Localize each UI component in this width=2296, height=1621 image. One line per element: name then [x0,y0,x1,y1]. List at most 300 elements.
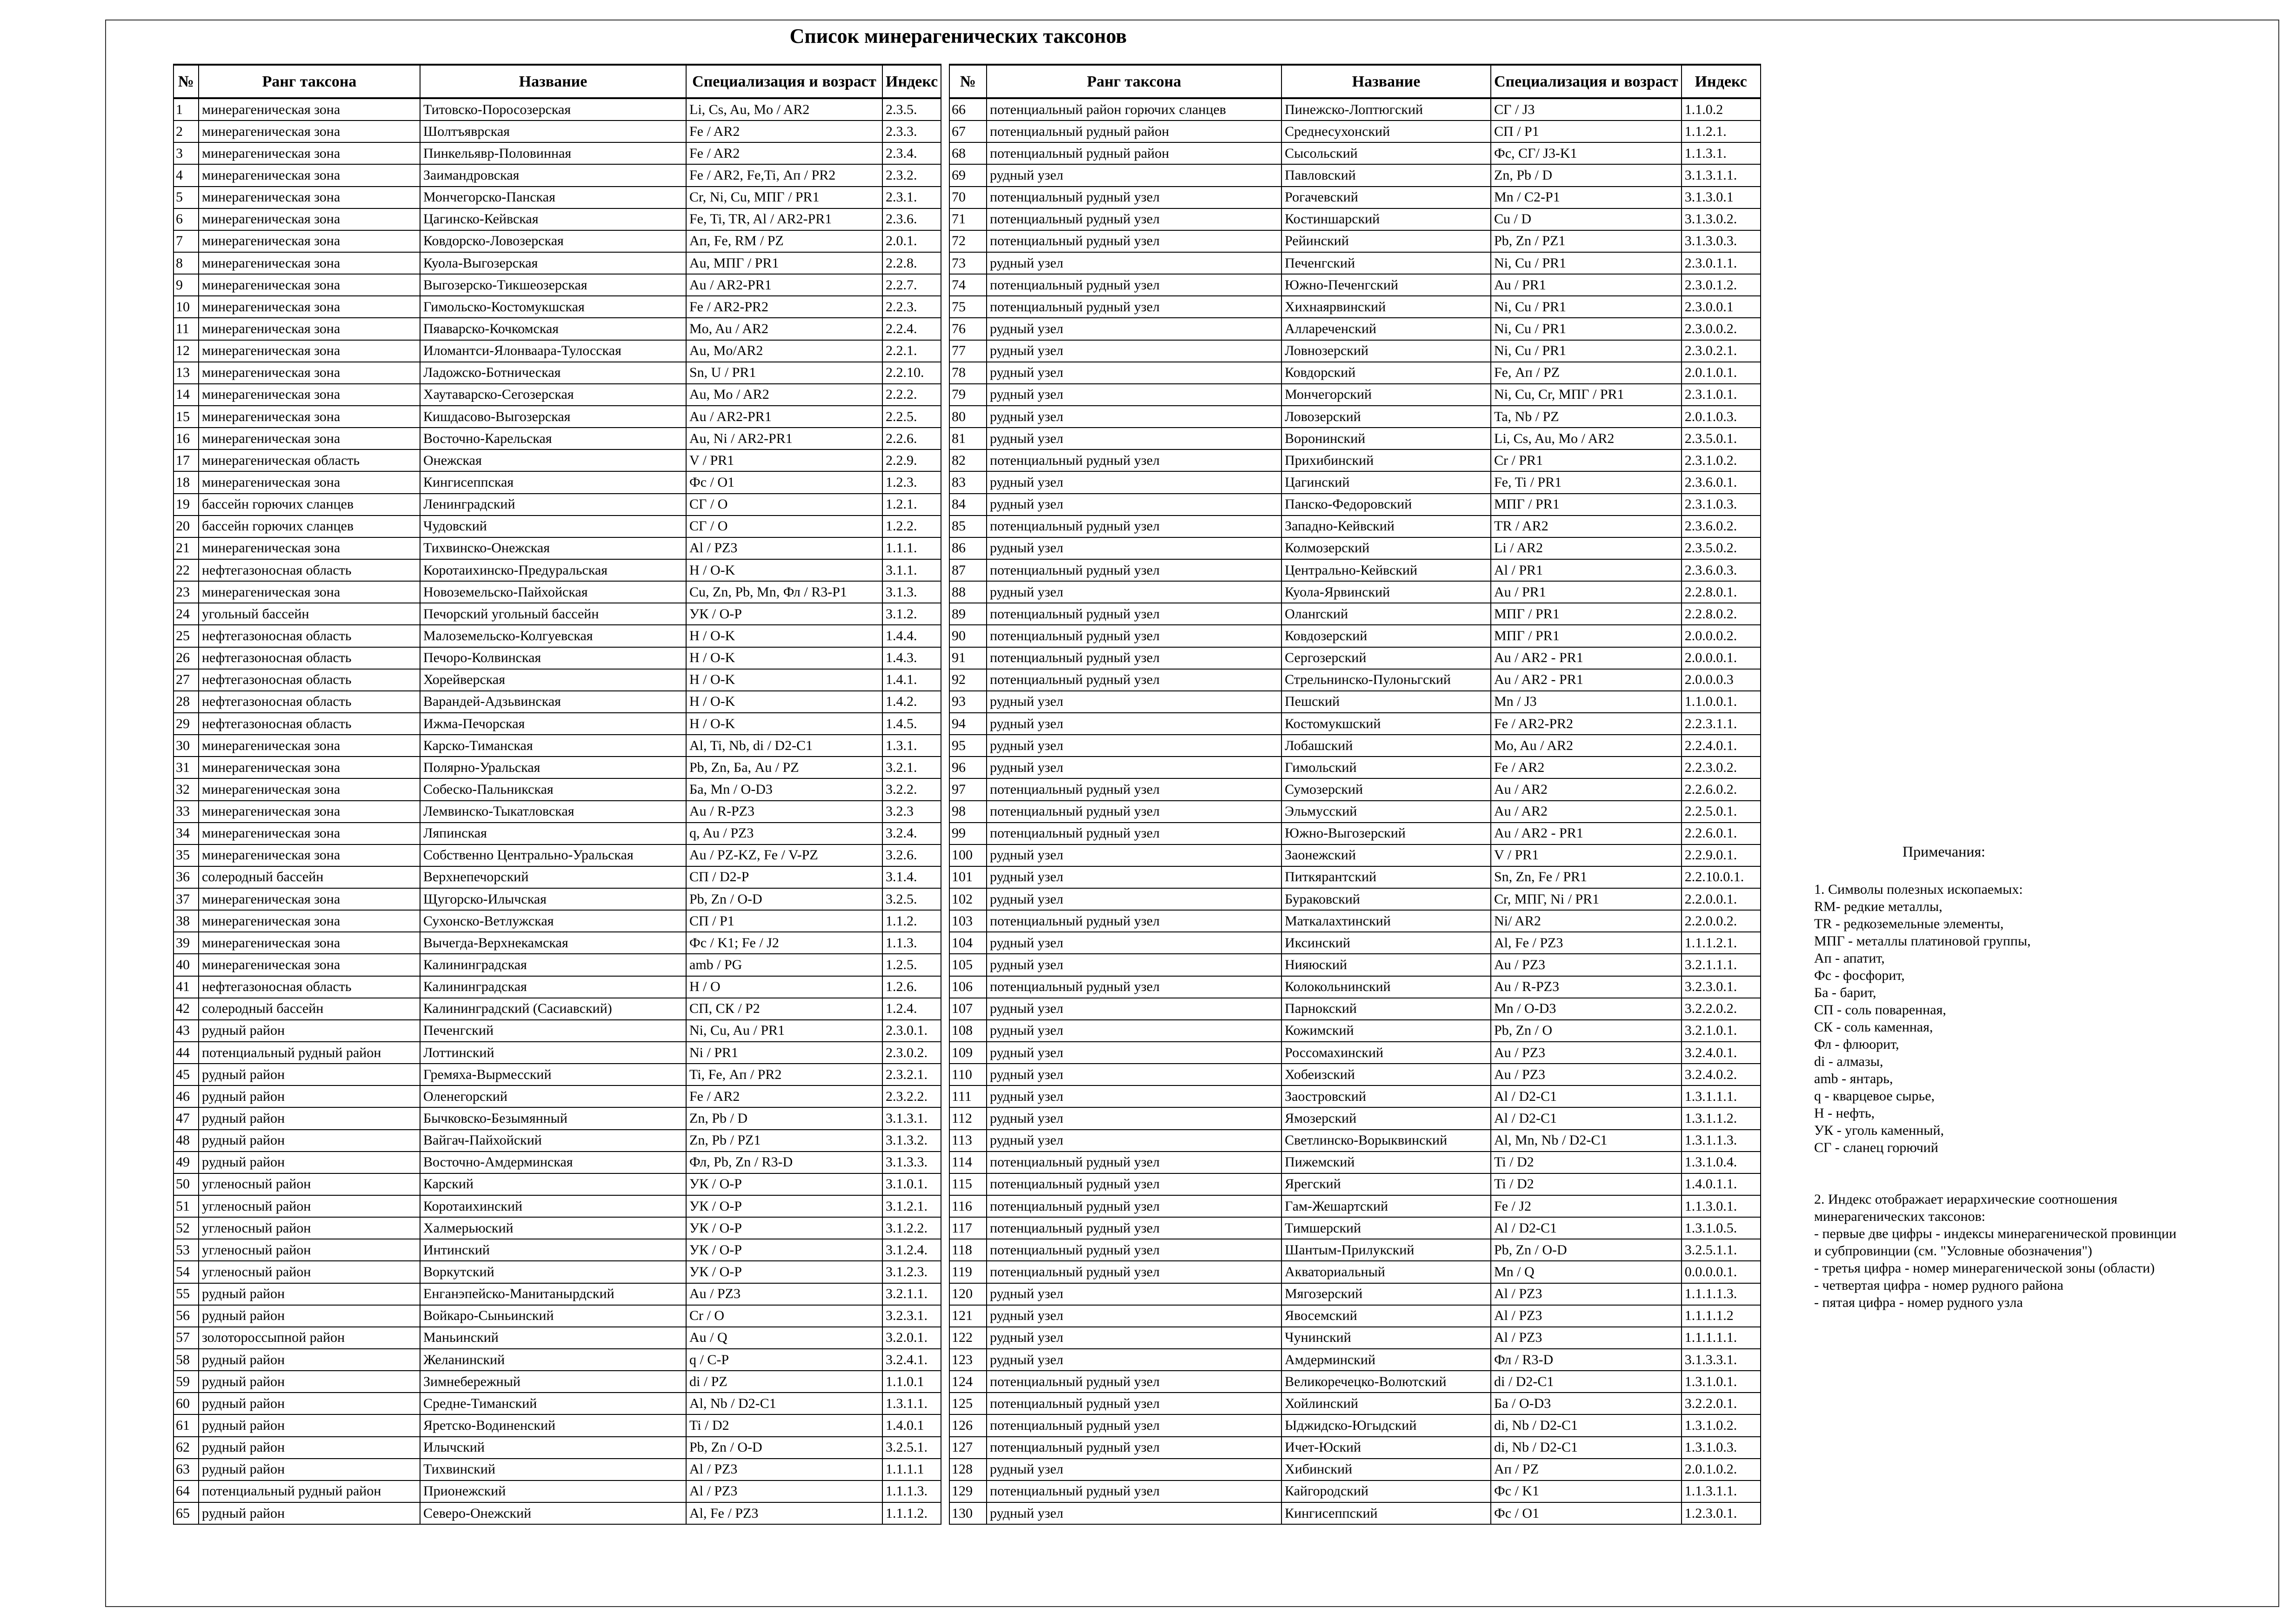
table-row [949,1130,1761,1152]
cell-spec: Pb, Zn / PZ1 [1491,230,1682,252]
cell-num: 117 [949,1217,987,1239]
cell-name: Нияюский [1281,954,1491,976]
cell-rank: потенциальный рудный узел [987,208,1281,230]
cell-spec: Au / AR2-PR1 [686,274,882,296]
cell-rank: потенциальный рудный район [987,121,1281,142]
cell-index: 1.3.1.1.2. [1682,1107,1761,1129]
cell-spec: Al / PZ3 [1491,1327,1682,1349]
cell-rank: потенциальный рудный узел [987,976,1281,998]
cell-num: 84 [949,494,987,516]
cell-index: 2.2.7. [882,274,941,296]
cell-name: Ловозерский [1281,406,1491,428]
table-row [174,647,941,669]
notes-symbols-section [1814,881,2176,1156]
cell-rank: солеродный бассейн [199,866,420,888]
cell-name: Пинежско-Лоптюгский [1281,98,1491,121]
cell-name: Ярегский [1281,1173,1491,1195]
table-row [949,208,1761,230]
cell-index: 2.0.0.0.3 [1682,669,1761,691]
table-row [174,603,941,625]
table-row [174,1085,941,1107]
cell-name: Халмерьюский [420,1217,686,1239]
cell-rank: нефтегазоносная область [199,559,420,581]
cell-rank: потенциальный рудный узел [987,1371,1281,1393]
cell-name: Хаутаварско-Сегозерская [420,384,686,406]
cell-spec: Mn / J3 [1491,691,1682,713]
cell-name: Карско-Тиманская [420,735,686,757]
note-line: Ап - апатит, [1814,951,1885,966]
col-header-spec: Специализация и возраст [686,65,882,98]
cell-spec: Mo, Au / AR2 [686,318,882,340]
cell-num: 34 [174,823,199,844]
cell-index: 3.2.2.0.2. [1682,998,1761,1020]
table-row [174,1480,941,1502]
cell-num: 46 [174,1085,199,1107]
cell-num: 66 [949,98,987,121]
cell-num: 75 [949,296,987,318]
table-row [949,274,1761,296]
cell-spec: Al / PZ3 [686,1459,882,1480]
cell-index: 3.1.2.2. [882,1217,941,1239]
cell-rank: бассейн горючих сланцев [199,494,420,516]
table-row [949,1327,1761,1349]
cell-num: 82 [949,449,987,471]
cell-spec: Zn, Pb / D [1491,164,1682,186]
cell-name: Калининградский (Сасиавский) [420,998,686,1020]
cell-name: Светлинско-Ворыквинский [1281,1130,1491,1152]
cell-index: 3.2.4.0.2. [1682,1064,1761,1085]
cell-num: 97 [949,778,987,800]
table-row [174,1195,941,1217]
cell-index: 2.2.8. [882,252,941,274]
cell-rank: рудный район [199,1349,420,1371]
cell-name: Ичет-Юский [1281,1437,1491,1459]
note-line: Фл - флюорит, [1814,1037,1899,1052]
cell-name: Тимшерский [1281,1217,1491,1239]
cell-name: Рогачевский [1281,187,1491,208]
cell-spec: V / PR1 [686,449,882,471]
cell-rank: потенциальный рудный узел [987,187,1281,208]
table-row [174,406,941,428]
cell-spec: Fe / AR2 [686,121,882,142]
cell-spec: V / PR1 [1491,844,1682,866]
cell-name: Желанинский [420,1349,686,1371]
cell-name: Южно-Печенгский [1281,274,1491,296]
cell-spec: Au / PZ3 [1491,1042,1682,1064]
cell-spec: Al, Fe / PZ3 [686,1502,882,1524]
table-row [174,121,941,142]
cell-spec: Cu, Zn, Pb, Mn, Фл / R3-P1 [686,581,882,603]
cell-name: Пинкельявр-Половинная [420,142,686,164]
cell-name: Щугорско-Илычская [420,888,686,910]
cell-index: 2.2.6.0.1. [1682,823,1761,844]
cell-spec: СП, СК / P2 [686,998,882,1020]
cell-rank: рудный район [199,1393,420,1414]
cell-spec: СП / P1 [1491,121,1682,142]
cell-spec: Cu / D [1491,208,1682,230]
cell-spec: Fe / AR2 [686,142,882,164]
table-row [174,910,941,932]
cell-name: Хибинский [1281,1459,1491,1480]
cell-rank: минерагеническая зона [199,318,420,340]
table-row [949,1305,1761,1327]
cell-index: 2.0.0.0.2. [1682,625,1761,647]
cell-num: 91 [949,647,987,669]
cell-index: 2.0.0.0.1. [1682,647,1761,669]
cell-name: Гремяха-Вырмесский [420,1064,686,1085]
cell-spec: Cr, МПГ, Ni / PR1 [1491,888,1682,910]
cell-spec: Al / D2-C1 [1491,1085,1682,1107]
table-row [949,669,1761,691]
cell-index: 2.3.6.0.2. [1682,516,1761,537]
cell-name: Питкярантский [1281,866,1491,888]
cell-index: 1.2.1. [882,494,941,516]
cell-rank: золотороссыпной район [199,1327,420,1349]
cell-rank: рудный узел [987,1064,1281,1085]
cell-index: 3.1.2.3. [882,1261,941,1283]
cell-index: 1.2.3. [882,471,941,493]
cell-num: 103 [949,910,987,932]
cell-num: 47 [174,1107,199,1129]
table-row [174,1020,941,1042]
cell-rank: потенциальный рудный узел [987,778,1281,800]
cell-rank: минерагеническая зона [199,142,420,164]
cell-num: 41 [174,976,199,998]
cell-spec: Zn, Pb / D [686,1107,882,1129]
cell-num: 27 [174,669,199,691]
cell-index: 2.3.6.0.1. [1682,471,1761,493]
table-row [174,778,941,800]
note-line: МПГ - металлы платиновой группы, [1814,933,2031,949]
cell-rank: нефтегазоносная область [199,713,420,735]
cell-index: 1.1.2. [882,910,941,932]
cell-spec: Н / O-K [686,647,882,669]
cell-rank: минерагеническая зона [199,428,420,449]
cell-index: 2.2.9.0.1. [1682,844,1761,866]
cell-name: Сухонско-Ветлужская [420,910,686,932]
cell-name: Бычковско-Безымянный [420,1107,686,1129]
table-row [949,691,1761,713]
cell-rank: минерагеническая зона [199,274,420,296]
cell-name: Кингисеппский [1281,1502,1491,1524]
cell-index: 3.1.3.3. [882,1152,941,1173]
cell-num: 63 [174,1459,199,1480]
cell-spec: МПГ / PR1 [1491,625,1682,647]
cell-rank: нефтегазоносная область [199,976,420,998]
cell-spec: Ni / PR1 [686,1042,882,1064]
cell-name: Тихвинский [420,1459,686,1480]
cell-index: 1.3.1.1.3. [1682,1130,1761,1152]
cell-rank: угленосный район [199,1195,420,1217]
table-row [949,1195,1761,1217]
cell-num: 61 [174,1414,199,1436]
cell-spec: Al, Ti, Nb, di / D2-C1 [686,735,882,757]
cell-num: 119 [949,1261,987,1283]
table-row [949,471,1761,493]
cell-spec: Cr, Ni, Cu, МПГ / PR1 [686,187,882,208]
cell-spec: Ti / D2 [1491,1152,1682,1173]
cell-index: 1.4.3. [882,647,941,669]
cell-num: 83 [949,471,987,493]
cell-index: 2.3.4. [882,142,941,164]
cell-num: 1 [174,98,199,121]
cell-spec: Н / O-K [686,625,882,647]
table-row [949,340,1761,362]
cell-num: 115 [949,1173,987,1195]
taxa-table-left [173,64,941,1525]
table-row [949,187,1761,208]
cell-name: Иксинский [1281,932,1491,954]
cell-spec: МПГ / PR1 [1491,603,1682,625]
cell-spec: Fe / AR2, Fe,Ti, Ап / PR2 [686,164,882,186]
cell-rank: потенциальный рудный узел [987,1437,1281,1459]
cell-index: 3.2.1.1. [882,1283,941,1305]
table-row [949,1480,1761,1502]
table-row [174,142,941,164]
table-row [174,1414,941,1436]
cell-rank: потенциальный рудный узел [987,1195,1281,1217]
cell-name: Южно-Выгозерский [1281,823,1491,844]
cell-spec: Pb, Zn / O-D [686,1437,882,1459]
cell-name: Интинский [420,1239,686,1261]
cell-rank: бассейн горючих сланцев [199,516,420,537]
cell-name: Лемвинско-Тыкатловская [420,801,686,823]
cell-spec: Au / PZ3 [686,1283,882,1305]
cell-num: 51 [174,1195,199,1217]
cell-rank: потенциальный рудный узел [987,603,1281,625]
cell-spec: Sn, Zn, Fe / PR1 [1491,866,1682,888]
cell-name: Явосемский [1281,1305,1491,1327]
table-row [949,1085,1761,1107]
cell-name: Титовско-Поросозерская [420,98,686,121]
cell-num: 72 [949,230,987,252]
cell-index: 1.1.1.2.1. [1682,932,1761,954]
cell-index: 1.3.1.0.5. [1682,1217,1761,1239]
cell-name: Собеско-Пальникская [420,778,686,800]
cell-num: 18 [174,471,199,493]
cell-index: 1.2.4. [882,998,941,1020]
cell-index: 1.3.1.0.1. [1682,1371,1761,1393]
cell-num: 108 [949,1020,987,1042]
table-row [174,1261,941,1283]
table-row [949,428,1761,449]
table-row [949,252,1761,274]
cell-spec: Au / AR2 - PR1 [1491,669,1682,691]
col-header-rank: Ранг таксона [199,65,420,98]
table-row [174,735,941,757]
cell-name: Заимандровская [420,164,686,186]
note-line: - четвертая цифра - номер рудного района [1814,1278,2063,1293]
cell-rank: рудный узел [987,1107,1281,1129]
cell-name: Ямозерский [1281,1107,1491,1129]
cell-spec: Ni, Cu / PR1 [1491,296,1682,318]
cell-name: Россомахинский [1281,1042,1491,1064]
cell-num: 40 [174,954,199,976]
cell-rank: рудный узел [987,537,1281,559]
cell-num: 126 [949,1414,987,1436]
table-row [949,713,1761,735]
cell-name: Мончегорский [1281,384,1491,406]
cell-index: 3.2.4.1. [882,1349,941,1371]
cell-rank: рудный узел [987,1459,1281,1480]
table-row [174,318,941,340]
cell-spec: Н / O-K [686,669,882,691]
cell-index: 2.2.4.0.1. [1682,735,1761,757]
table-row [949,494,1761,516]
note-line: amb - янтарь, [1814,1071,1893,1086]
cell-rank: угленосный район [199,1261,420,1283]
cell-spec: Pb, Zn / O [1491,1020,1682,1042]
cell-name: Хихнаярвинский [1281,296,1491,318]
cell-index: 1.1.0.2 [1682,98,1761,121]
cell-rank: рудный район [199,1371,420,1393]
cell-index: 2.2.0.0.2. [1682,910,1761,932]
cell-name: Собственно Центрально-Уральская [420,844,686,866]
cell-num: 43 [174,1020,199,1042]
cell-spec: УК / O-P [686,1261,882,1283]
cell-name: Прихибинский [1281,449,1491,471]
cell-rank: минерагеническая зона [199,844,420,866]
cell-num: 15 [174,406,199,428]
cell-num: 64 [174,1480,199,1502]
cell-name: Колмозерский [1281,537,1491,559]
cell-spec: СП / P1 [686,910,882,932]
table-row [174,1459,941,1480]
table-row [949,1217,1761,1239]
cell-name: Енганэпейско-Манитанырдский [420,1283,686,1305]
note-line: TR - редкоземельные элементы, [1814,916,2004,931]
cell-name: Иломантси-Ялонваара-Тулосская [420,340,686,362]
cell-spec: Cr / O [686,1305,882,1327]
table-row [174,164,941,186]
cell-spec: Fe / AR2-PR2 [686,296,882,318]
cell-name: Калининградская [420,954,686,976]
cell-index: 1.1.3.1. [1682,142,1761,164]
table-row [949,406,1761,428]
cell-spec: Au, Mo / AR2 [686,384,882,406]
cell-num: 86 [949,537,987,559]
cell-num: 122 [949,1327,987,1349]
cell-rank: рудный район [199,1502,420,1524]
cell-spec: Н / O-K [686,713,882,735]
table-row [174,757,941,778]
cell-spec: Al, Nb / D2-C1 [686,1393,882,1414]
cell-num: 54 [174,1261,199,1283]
cell-rank: минерагеническая область [199,449,420,471]
cell-rank: потенциальный рудный узел [987,1217,1281,1239]
cell-name: Заонежский [1281,844,1491,866]
cell-index: 3.2.1. [882,757,941,778]
cell-spec: amb / PG [686,954,882,976]
cell-num: 60 [174,1393,199,1414]
cell-name: Чунинский [1281,1327,1491,1349]
cell-num: 110 [949,1064,987,1085]
note-line: Н - нефть, [1814,1105,1875,1121]
cell-index: 2.3.1. [882,187,941,208]
cell-spec: Au / PZ3 [1491,1064,1682,1085]
note-line: RM- редкие металлы, [1814,899,1942,914]
cell-name: Средне-Тиманский [420,1393,686,1414]
cell-num: 26 [174,647,199,669]
cell-num: 88 [949,581,987,603]
cell-name: Ленинградский [420,494,686,516]
cell-spec: Pb, Zn, Ба, Au / PZ [686,757,882,778]
table-row [174,669,941,691]
table-row [949,1152,1761,1173]
cell-num: 113 [949,1130,987,1152]
cell-spec: Fe, Ti / PR1 [1491,471,1682,493]
cell-rank: потенциальный рудный узел [987,1393,1281,1414]
cell-rank: рудный район [199,1064,420,1085]
cell-num: 58 [174,1349,199,1371]
cell-spec: Zn, Pb / PZ1 [686,1130,882,1152]
cell-rank: потенциальный рудный узел [987,801,1281,823]
cell-spec: СП / D2-P [686,866,882,888]
cell-rank: потенциальный рудный узел [987,1480,1281,1502]
cell-rank: рудный узел [987,1020,1281,1042]
cell-spec: Cr / PR1 [1491,449,1682,471]
cell-index: 3.2.2. [882,778,941,800]
cell-num: 22 [174,559,199,581]
cell-name: Гам-Жешартский [1281,1195,1491,1217]
cell-index: 3.2.1.0.1. [1682,1020,1761,1042]
cell-spec: Mo, Au / AR2 [1491,735,1682,757]
cell-spec: Н / O-K [686,559,882,581]
cell-index: 2.3.0.2.1. [1682,340,1761,362]
cell-num: 48 [174,1130,199,1152]
cell-num: 68 [949,142,987,164]
cell-num: 4 [174,164,199,186]
cell-index: 3.2.2.0.1. [1682,1393,1761,1414]
notes-index-section [1814,1191,2176,1311]
cell-index: 3.2.3.0.1. [1682,976,1761,998]
cell-name: Акваториальный [1281,1261,1491,1283]
cell-index: 1.1.1.1.1. [1682,1327,1761,1349]
cell-rank: угольный бассейн [199,603,420,625]
table-row [174,187,941,208]
cell-num: 29 [174,713,199,735]
table-row [949,625,1761,647]
cell-rank: рудный узел [987,954,1281,976]
cell-spec: Фс / O1 [1491,1502,1682,1524]
cell-index: 2.3.0.1. [882,1020,941,1042]
cell-index: 2.3.0.1.1. [1682,252,1761,274]
cell-num: 124 [949,1371,987,1393]
note-line: - пятая цифра - номер рудного узла [1814,1295,2023,1310]
cell-rank: потенциальный рудный узел [987,559,1281,581]
cell-spec: Ni/ AR2 [1491,910,1682,932]
table-row [949,164,1761,186]
cell-index: 1.1.1.1.2 [1682,1305,1761,1327]
cell-rank: потенциальный рудный узел [987,449,1281,471]
cell-num: 33 [174,801,199,823]
note-line: и субпровинции (см. "Условные обозначения") [1814,1243,2092,1259]
cell-rank: рудный узел [987,866,1281,888]
cell-num: 53 [174,1239,199,1261]
cell-rank: угленосный район [199,1217,420,1239]
cell-index: 3.2.4. [882,823,941,844]
cell-index: 2.2.6.0.2. [1682,778,1761,800]
cell-index: 1.3.1.0.3. [1682,1437,1761,1459]
col-header-spec: Специализация и возраст [1491,65,1682,98]
cell-num: 14 [174,384,199,406]
cell-index: 2.2.9. [882,449,941,471]
cell-rank: рудный район [199,1152,420,1173]
cell-spec: Au / AR2 - PR1 [1491,647,1682,669]
cell-num: 24 [174,603,199,625]
table-row [949,121,1761,142]
cell-name: Хойлинский [1281,1393,1491,1414]
